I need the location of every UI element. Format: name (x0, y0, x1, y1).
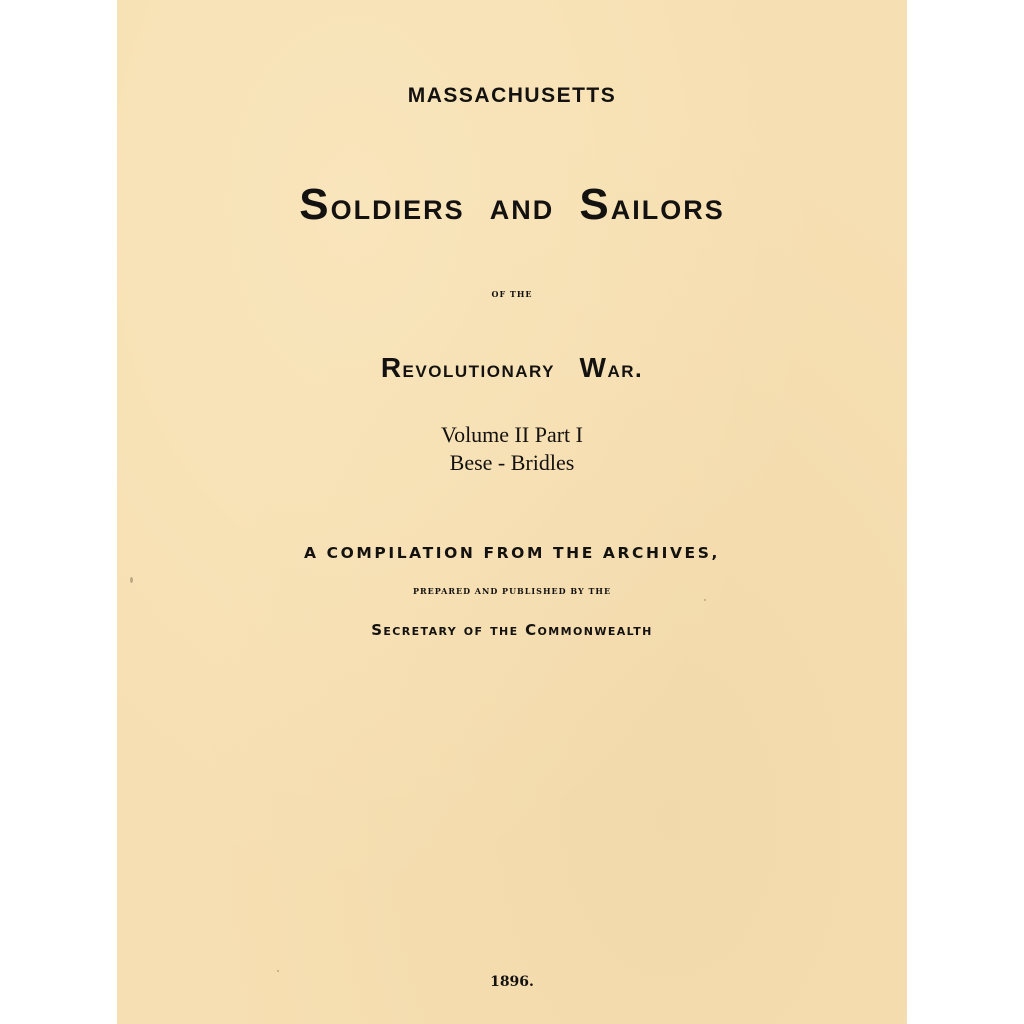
compilation-line: A COMPILATION FROM THE ARCHIVES, (304, 544, 720, 562)
main-title (117, 180, 907, 230)
paper-speck (130, 577, 133, 583)
title-word-and: and (489, 186, 555, 228)
war-word-war: ar. (607, 356, 644, 383)
of-the-label: OF THE (491, 289, 533, 299)
war-initial-w: W (579, 352, 608, 383)
publication-year: 1896. (490, 974, 534, 990)
war-title (117, 352, 907, 384)
title-word-sailors: ailors (610, 186, 725, 228)
state-heading: MASSACHUSETTS (407, 84, 617, 107)
prepared-line: PREPARED AND PUBLISHED BY THE (412, 586, 612, 596)
title-initial-s2: S (579, 180, 611, 229)
secretary-line: Secretary of the Commonwealth (371, 621, 653, 639)
paper-speck (277, 970, 279, 972)
war-initial-r: R (380, 352, 403, 383)
range-label: Bese - Bridles (449, 450, 575, 475)
volume-label: Volume II Part I (441, 422, 583, 447)
title-page (117, 0, 907, 1024)
war-word-revolutionary: evolutionary (402, 356, 555, 383)
title-word-soldiers: oldiers (330, 186, 465, 228)
paper-speck (704, 599, 706, 601)
title-initial-s: S (299, 180, 331, 229)
